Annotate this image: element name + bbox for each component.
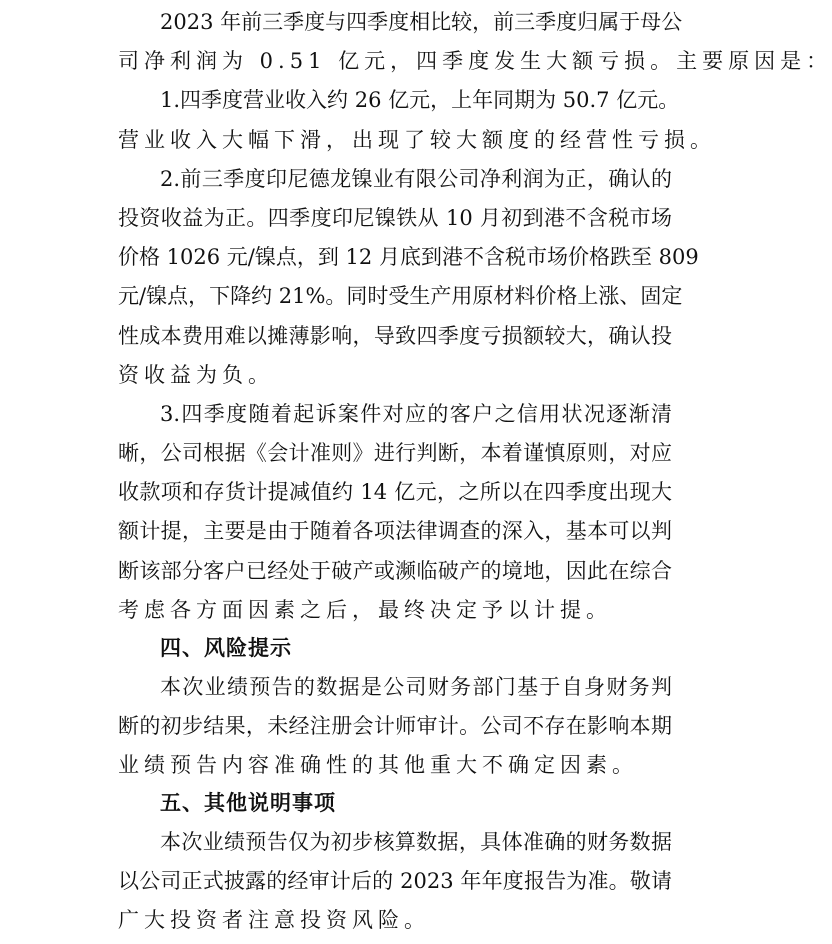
paragraph-summary bbox=[118, 3, 832, 81]
paragraph-reason-3 bbox=[118, 395, 672, 630]
text-line: 性成本费用难以摊薄影响，导致四季度亏损额较大，确认投 bbox=[118, 323, 672, 348]
paragraph-reason-2 bbox=[118, 160, 699, 395]
paragraph-other bbox=[118, 823, 672, 941]
section-heading-risk: 四、风险提示 bbox=[160, 636, 292, 660]
text-line: 晰，公司根据《会计准则》进行判断，本着谨慎原则，对应 bbox=[118, 441, 672, 466]
text-line: 司净利润为 0.51 亿元，四季度发生大额亏损。主要原因是： bbox=[118, 49, 832, 74]
text-line: 断该部分客户已经处于破产或濒临破产的境地，因此在综合 bbox=[118, 558, 672, 583]
text-line: 1.四季度营业收入约 26 亿元，上年同期为 50.7 亿元。 bbox=[160, 88, 680, 113]
text-line: 本次业绩预告的数据是公司财务部门基于自身财务判 bbox=[160, 674, 672, 699]
text-line: 2.前三季度印尼德龙镍业有限公司净利润为正，确认的 bbox=[160, 166, 672, 191]
text-line: 业绩预告内容准确性的其他重大不确定因素。 bbox=[118, 752, 638, 777]
text-line: 额计提，主要是由于随着各项法律调查的深入，基本可以判 bbox=[118, 519, 672, 544]
document-body bbox=[118, 3, 832, 940]
text-line: 以公司正式披露的经审计后的 2023 年年度报告为准。敬请 bbox=[118, 868, 672, 893]
text-line: 元/镍点，下降约 21%。同时受生产用原材料价格上涨、固定 bbox=[118, 284, 683, 309]
text-line: 考虑各方面因素之后，最终决定予以计提。 bbox=[118, 597, 612, 622]
section-heading-other: 五、其他说明事项 bbox=[160, 791, 336, 816]
text-line: 断的初步结果，未经注册会计师审计。公司不存在影响本期 bbox=[118, 713, 672, 738]
text-line: 本次业绩预告仅为初步核算数据，具体准确的财务数据 bbox=[160, 829, 672, 854]
paragraph-reason-1 bbox=[118, 81, 716, 159]
text-line: 资收益为负。 bbox=[118, 362, 274, 387]
text-line: 投资收益为正。四季度印尼镍铁从 10 月初到港不含税市场 bbox=[118, 205, 672, 230]
paragraph-risk bbox=[118, 668, 672, 786]
text-line: 广大投资者注意投资风险。 bbox=[118, 907, 430, 932]
text-line: 3.四季度随着起诉案件对应的客户之信用状况逐渐清 bbox=[160, 401, 672, 426]
text-line: 营业收入大幅下滑，出现了较大额度的经营性亏损。 bbox=[118, 127, 716, 152]
text-line: 2023 年前三季度与四季度相比较，前三季度归属于母公 bbox=[160, 10, 683, 34]
text-line: 收款项和存货计提减值约 14 亿元，之所以在四季度出现大 bbox=[118, 480, 672, 505]
text-line: 价格 1026 元/镍点，到 12 月底到港不含税市场价格跌至 809 bbox=[118, 245, 699, 270]
